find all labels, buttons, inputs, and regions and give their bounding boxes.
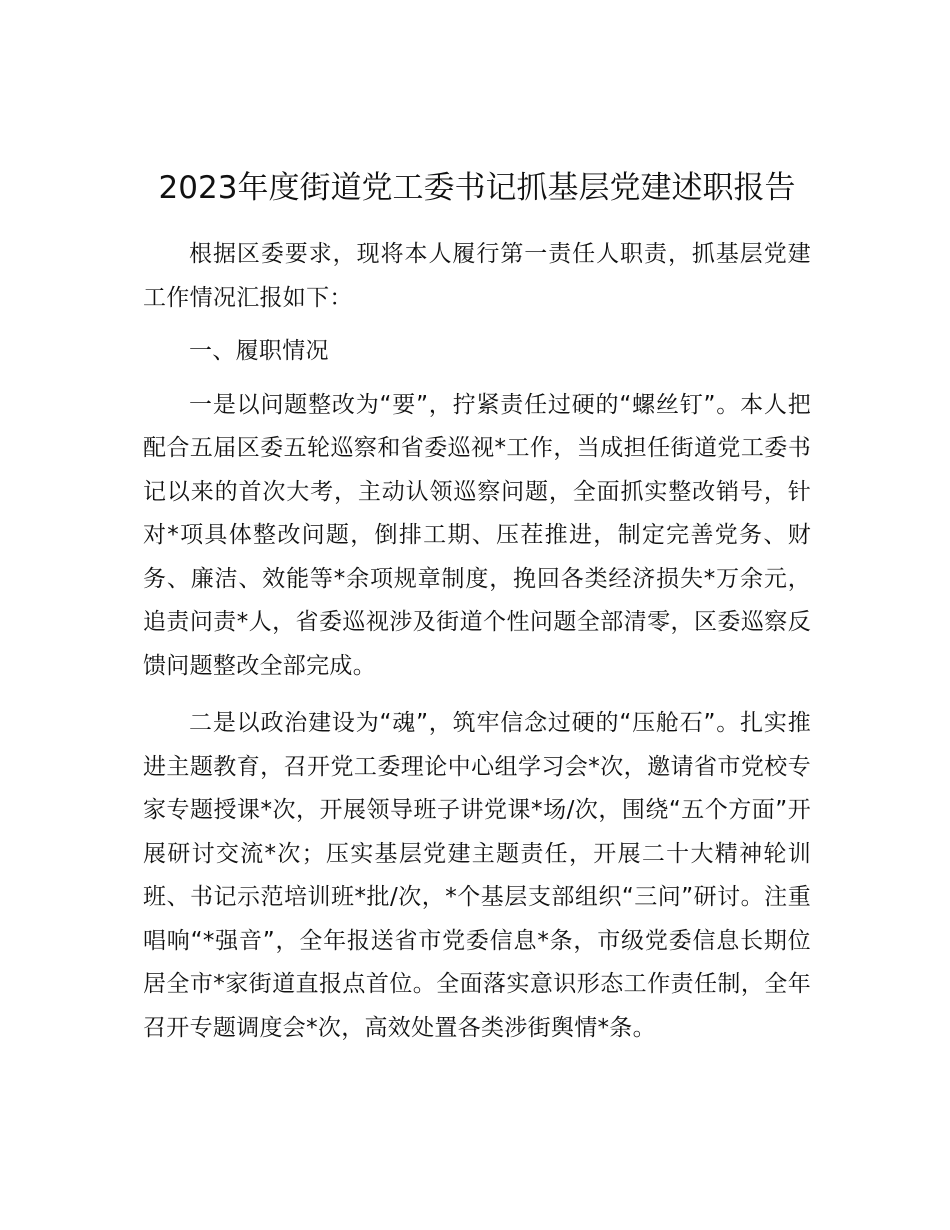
paragraph-item-2: 二是以政治建设为“魂”，筑牢信念过硬的“压舱石”。扎实推进主题教育，召开党工委理论中心组学习会*次，邀请省市党校专家专题授课*次，开展领导班子讲党课*场/次，围绕“五个方面”开展研讨交流*次；压实基层党建主题责任，开展二十大精神轮训班、书记示范培训班*批/次，*个基层支部组织“三问”研讨。注重唱响“*强音”，全年报送省市党委信息*条，市级党委信息长期位居全市*家街道直报点首位。全面落实意识形态工作责任制，全年召开专题调度会*次，高效处置各类涉街舆情*条。	[143, 710, 811, 1041]
section-heading: 一、履职情况	[189, 338, 329, 364]
document-page	[143, 168, 811, 1050]
paragraph-item-1: 一是以问题整改为“要”，拧紧责任过硬的“螺丝钉”。本人把配合五届区委五轮巡察和省委巡视*工作，当成担任街道党工委书记以来的首次大考，主动认领巡察问题，全面抓实整改销号，针对*项具体整改问题，倒排工期、压茬推进，制定完善党务、财务、廉洁、效能等*余项规章制度，挽回各类经济损失*万余元，追责问责*人，省委巡视涉及街道个性问题全部清零，区委巡察反馈问题整改全部完成。	[143, 391, 811, 679]
document-title: 2023年度街道党工委书记抓基层党建述职报告	[158, 170, 796, 206]
intro-paragraph: 根据区委要求，现将本人履行第一责任人职责，抓基层党建工作情况汇报如下：	[143, 241, 811, 311]
